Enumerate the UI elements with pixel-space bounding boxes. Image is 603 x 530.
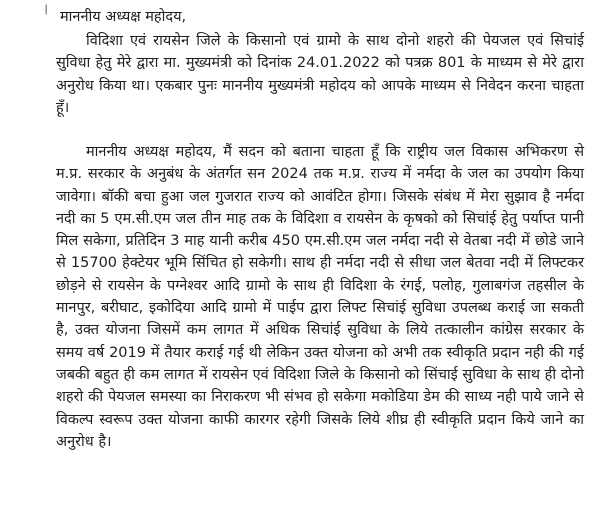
paragraph-2: [56, 141, 584, 453]
paragraph-2-text: माननीय अध्यक्ष महोदय, मैं सदन को बताना चाहता हूँ कि राष्ट्रीय जल विकास अभिकरण से म.प्र. सरकार के अनुबंध के अंतर्गत सन 2024 तक म.प्र. राज्य में नर्मदा के जल का उपयोग किया जावेगा। बॉकी बचा हुआ जल गुजरात राज्य को आवंटित होगा। जिसके संबंध में मेरा सुझाव है नर्मदा नदी का 5 एम.सी.एम जल तीन माह तक के विदिशा व रायसेन के कृषको को सिचांई हेतु पर्याप्त पानी मिल सकेगा, प्रतिदिन 3 माह यानी करीब 450 एम.सी.एम जल नर्मदा नदी से वेतबा नदी में छोडे जाने से 15700 हेक्टेयर भूमि सिंचित हो सकेगी। साथ ही नर्मदा नदी से सीधा जल बेतवा नदी में लिफ्टकर छोड़ने से रायसेन के पग्नेश्वर आदि ग्रामो के साथ ही विदिशा के रंगई, पलोह, गुलाबगंज तहसील के मानपुर, बरीघाट, इकोदिया आदि ग्रामो में पाईप द्वारा लिफ्ट सिचांई सुविधा उपलब्ध कराई जा सकती है, उक्त योजना जिसमें कम लागत में अधिक सिचांई सुविधा के लिये तत्कालीन कांग्रेस सरकार के समय वर्ष 2019 में तैयार कराई गई थी लेकिन उक्त योजना को अभी तक स्वीकृति प्रदान नही की गई जबकी बहुत ही कम लागत में रायसेन एवं विदिशा जिले के किसानो को सिंचाई सुविधा के साथ ही दोनो शहरो की पेयजल समस्या का निराकरण भी संभव हो सकेगा मकोडिया डेम की साध्य नही पाये जाने से विकल्प स्वरूप उक्त योजना काफी कारगर रहेगी जिसके लिये शीघ्र ही स्वीकृति प्रदान किये जाने का अनुरोध है।: [56, 144, 584, 450]
salutation: माननीय अध्यक्ष महोदय,: [60, 9, 187, 25]
paragraph-1: [56, 30, 584, 119]
paragraph-1-text: विदिशा एवं रायसेन जिले के किसानो एवं ग्रामो के साथ दोनो शहरो की पेयजल एवं सिचांई सुविधा हेतु मेरे द्वारा मा. मुख्यमंत्री को दिनांक 24.01.2022 को पत्रक्र 801 के माध्यम से मेरे द्वारा अनुरोध किया था। एकबार पुनः माननीय मुख्यमंत्री महोदय को आपके माध्यम से निवेदन करना चाहता हूँ।: [56, 33, 584, 116]
corner-mark: ❘: [42, 4, 51, 15]
